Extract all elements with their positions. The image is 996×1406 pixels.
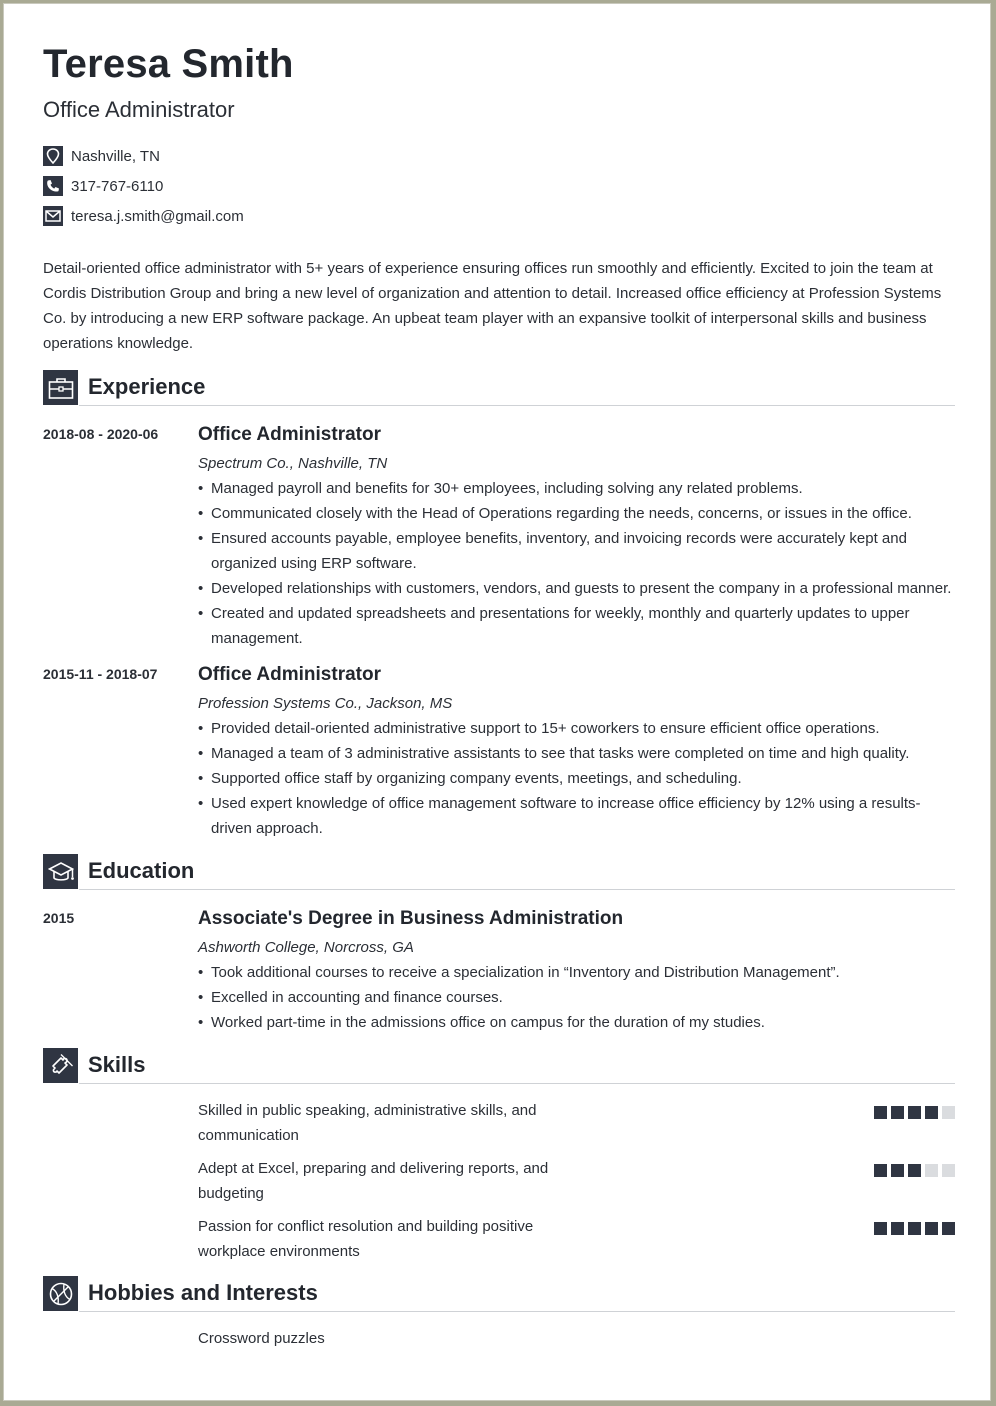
- entry-body: [198, 906, 955, 1035]
- experience-section-header: [43, 370, 955, 406]
- bullet-item: • Took additional courses to receive a specialization in “Inventory and Distribution Management”.: [198, 960, 955, 985]
- candidate-name: Teresa Smith: [43, 42, 294, 86]
- skill-label: Adept at Excel, preparing and delivering reports, and budgeting: [198, 1160, 549, 1202]
- bullet-item: • Created and updated spreadsheets and presentations for weekly, monthly and quarterly updates to upper management.: [198, 601, 955, 651]
- rating-square-filled: [925, 1222, 938, 1235]
- skill-rating: [874, 1106, 955, 1119]
- bullet-item: • Supported office staff by organizing company events, meetings, and scheduling.: [198, 766, 955, 791]
- rating-square-empty: [942, 1106, 955, 1119]
- bullet-item: • Communicated closely with the Head of Operations regarding the needs, concerns, or issues in the office.: [198, 501, 955, 526]
- bullet-item: • Excelled in accounting and finance courses.: [198, 985, 955, 1010]
- skill-label: Passion for conflict resolution and building positive workplace environments: [198, 1218, 534, 1260]
- bullet-item: • Managed payroll and benefits for 30+ employees, including solving any related problems.: [198, 476, 955, 501]
- rating-square-filled: [908, 1222, 921, 1235]
- phone-icon: [43, 176, 63, 196]
- section-divider: [79, 405, 955, 406]
- section-divider: [79, 1311, 955, 1312]
- skills-heading: Skills: [88, 1052, 146, 1077]
- skill-row: [198, 1214, 955, 1264]
- entry-body: [198, 422, 955, 651]
- rating-square-filled: [891, 1222, 904, 1235]
- envelope-icon: [43, 206, 63, 226]
- job-bullets: [198, 716, 955, 841]
- rating-square-empty: [942, 1164, 955, 1177]
- contact-email: [43, 205, 244, 227]
- job-title: Office Administrator: [198, 664, 381, 685]
- entry-dates: 2015-11 - 2018-07: [43, 666, 158, 682]
- education-section-header: [43, 854, 955, 890]
- entry-body: [198, 662, 955, 841]
- contact-phone: [43, 175, 163, 197]
- contact-location: [43, 145, 160, 167]
- education-heading: Education: [88, 858, 195, 883]
- bullet-item: • Ensured accounts payable, employee benefits, inventory, and invoicing records were accurately kept and organized using ERP software.: [198, 526, 955, 576]
- professional-summary: Detail-oriented office administrator with 5+ years of experience ensuring offices run smoothly and efficiently. Excited to join the team at Cordis Distribution Group and bring a new level of organization and attention to detail. Increased office efficiency at Profession Systems Co. by introducing a new ERP software package. An upbeat team player with an expansive toolkit of interpersonal skills and business operations knowledge.: [43, 260, 942, 352]
- experience-heading: Experience: [88, 374, 206, 399]
- skills-section-header: [43, 1048, 955, 1084]
- skill-row: [198, 1156, 955, 1206]
- resume-page: [3, 3, 991, 1401]
- section-divider: [79, 1083, 955, 1084]
- hobbies-section-header: [43, 1276, 955, 1312]
- company-name: Spectrum Co., Nashville, TN: [198, 455, 388, 472]
- candidate-title: Office Administrator: [43, 97, 235, 122]
- education-bullets: [198, 960, 955, 1035]
- entry-dates: 2015: [43, 910, 75, 926]
- skill-label: Skilled in public speaking, administrative skills, and communication: [198, 1102, 537, 1144]
- rating-square-filled: [925, 1106, 938, 1119]
- briefcase-icon: [43, 370, 78, 405]
- skill-row: [198, 1098, 955, 1148]
- school-name: Ashworth College, Norcross, GA: [198, 939, 414, 956]
- rating-square-filled: [874, 1222, 887, 1235]
- hobby-item: Crossword puzzles: [198, 1330, 325, 1347]
- rating-square-filled: [891, 1164, 904, 1177]
- bullet-item: • Worked part-time in the admissions office on campus for the duration of my studies.: [198, 1010, 955, 1035]
- bullet-item: • Developed relationships with customers, vendors, and guests to present the company in a professional manner.: [198, 576, 955, 601]
- bullet-item: • Provided detail-oriented administrative support to 15+ coworkers to ensure efficient office operations.: [198, 716, 955, 741]
- rating-square-filled: [891, 1106, 904, 1119]
- entry-dates: 2018-08 - 2020-06: [43, 426, 159, 442]
- location-text: Nashville, TN: [71, 147, 160, 165]
- skill-rating: [874, 1222, 955, 1235]
- hobbies-heading: Hobbies and Interests: [88, 1280, 318, 1305]
- location-pin-icon: [43, 146, 63, 166]
- job-title: Office Administrator: [198, 424, 381, 445]
- email-link[interactable]: teresa.j.smith@gmail.com: [71, 207, 244, 225]
- rating-square-filled: [942, 1222, 955, 1235]
- puzzle-icon: [43, 1048, 78, 1083]
- bullet-item: • Managed a team of 3 administrative assistants to see that tasks were completed on time and high quality.: [198, 741, 955, 766]
- rating-square-filled: [908, 1106, 921, 1119]
- rating-square-filled: [908, 1164, 921, 1177]
- company-name: Profession Systems Co., Jackson, MS: [198, 695, 453, 712]
- job-bullets: [198, 476, 955, 651]
- skill-rating: [874, 1164, 955, 1177]
- degree-title: Associate's Degree in Business Administration: [198, 908, 624, 929]
- graduation-cap-icon: [43, 854, 78, 889]
- basketball-icon: [43, 1276, 78, 1311]
- bullet-item: • Used expert knowledge of office management software to increase office efficiency by 12% using a results-driven approach.: [198, 791, 955, 841]
- phone-text[interactable]: 317-767-6110: [71, 177, 164, 195]
- rating-square-empty: [925, 1164, 938, 1177]
- section-divider: [79, 889, 955, 890]
- rating-square-filled: [874, 1164, 887, 1177]
- rating-square-filled: [874, 1106, 887, 1119]
